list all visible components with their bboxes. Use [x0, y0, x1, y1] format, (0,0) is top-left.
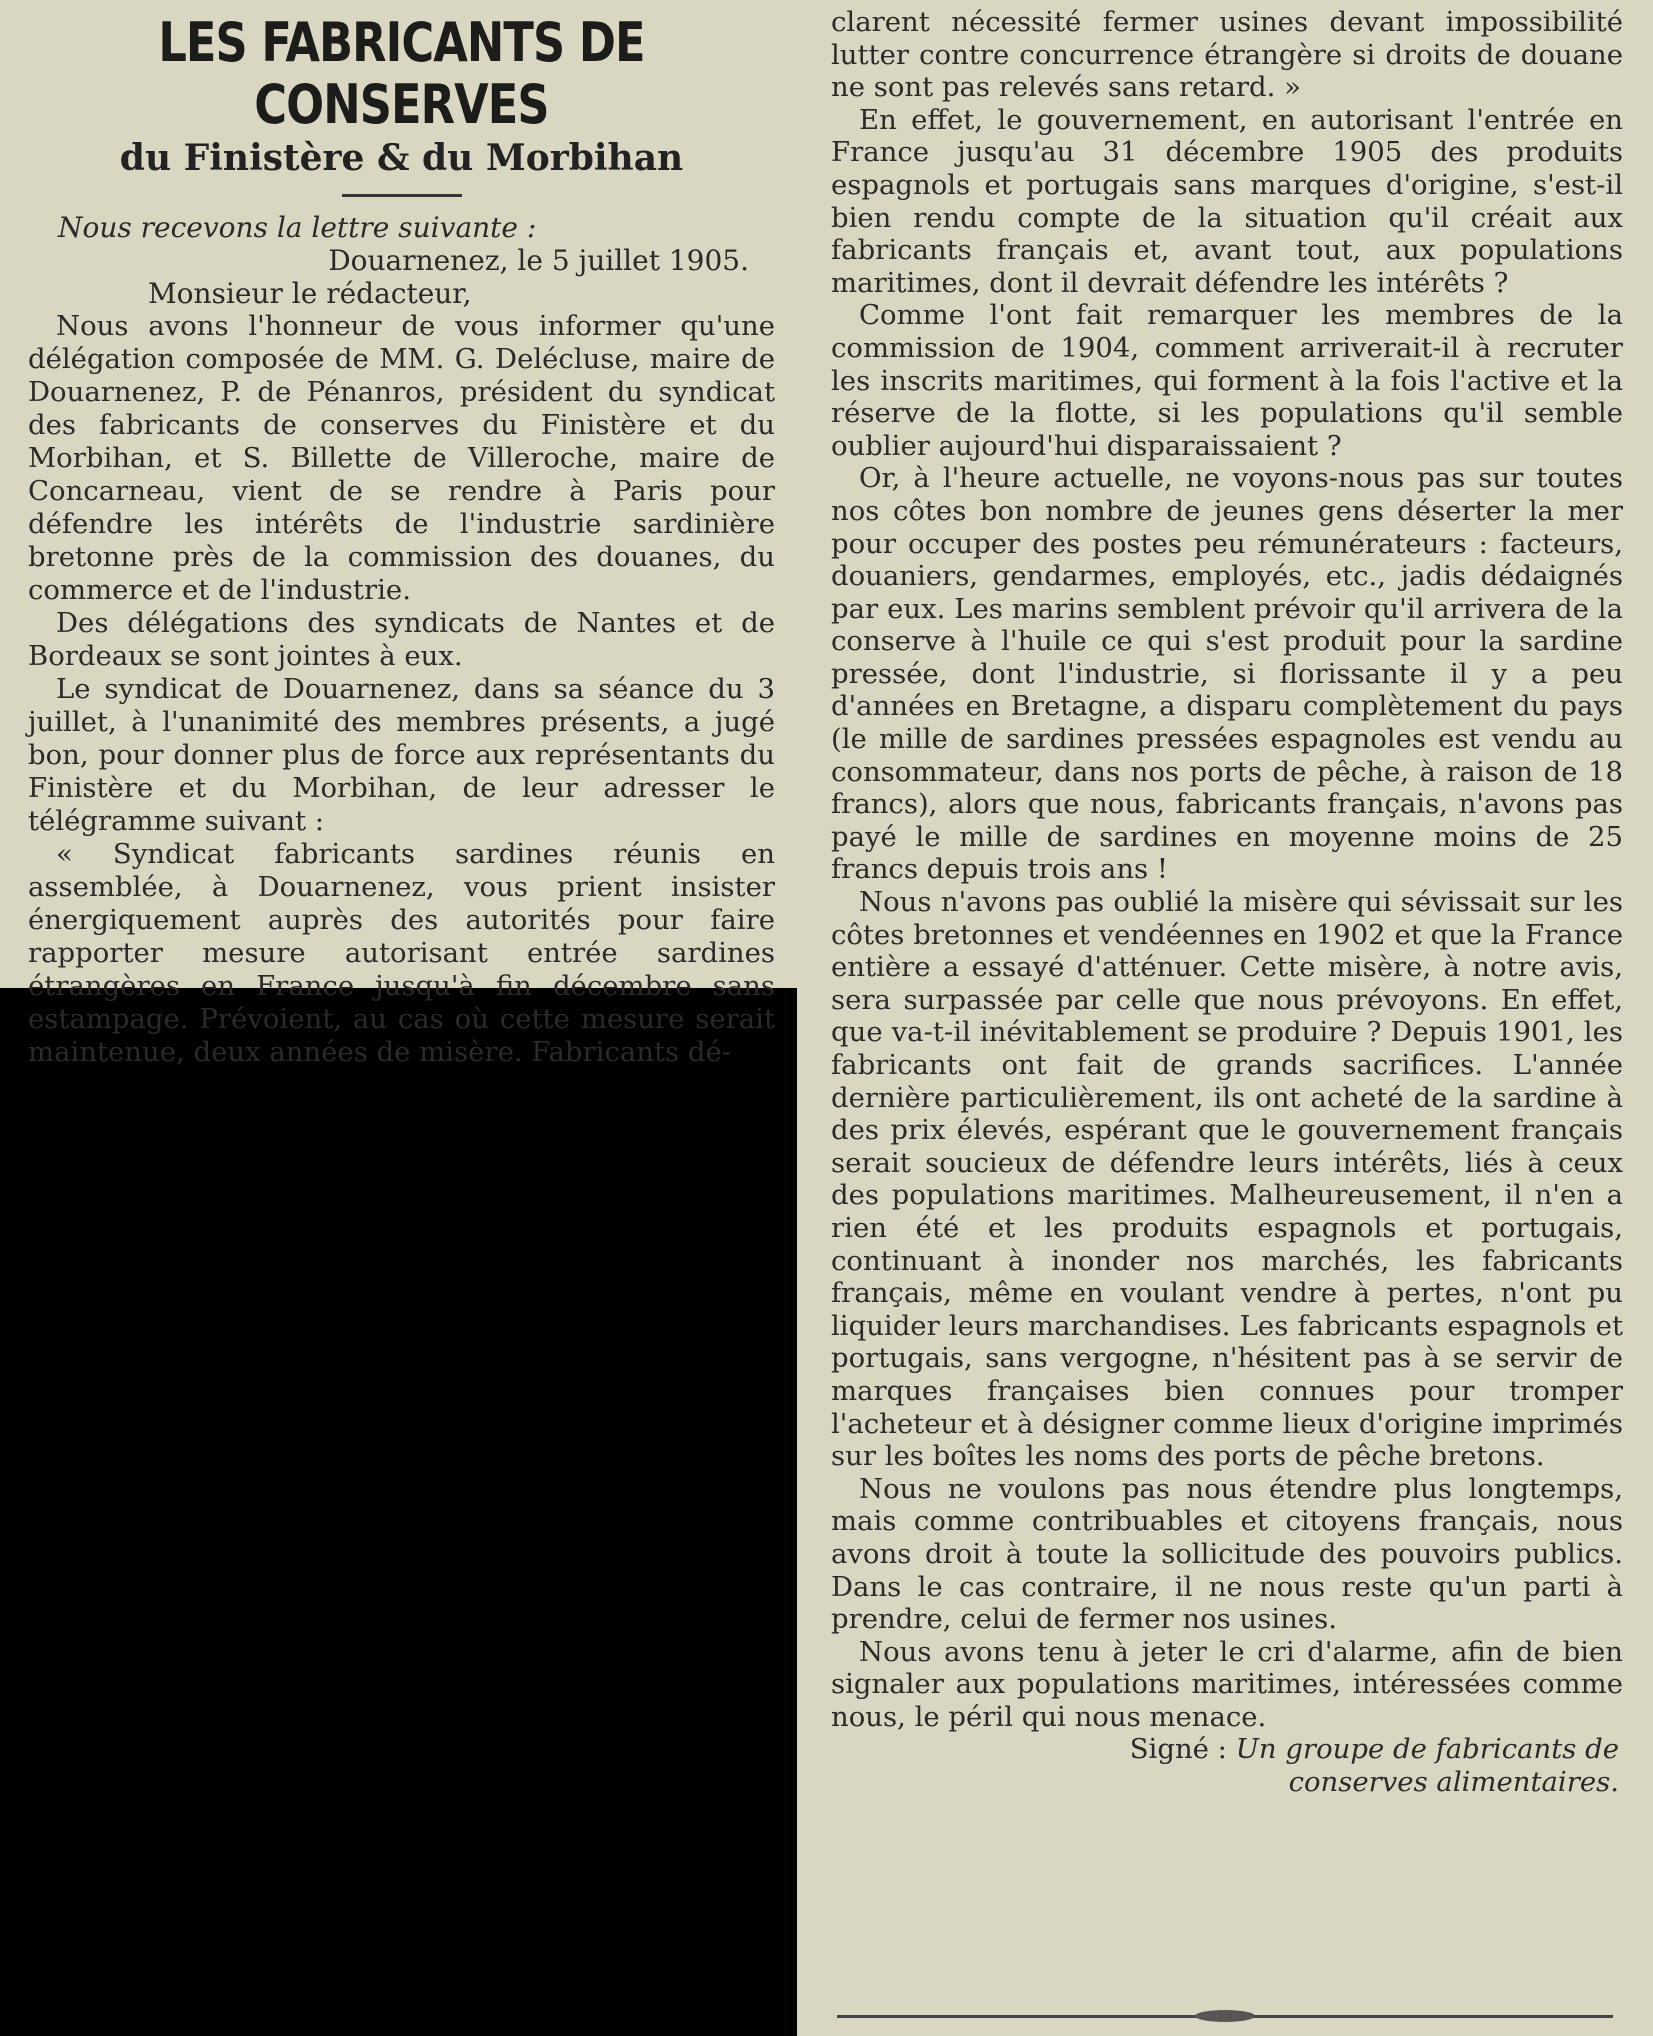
- telegram-paragraph: « Syndicat fabricants sardines réunis en assemblée, à Douarnenez, vous prient insister énergiquement auprès des autorités pour faire rapporter mesure autorisant entrée sardines étrangères en France jusqu'à fin décembre sans estampage. Prévoient, au cas où cette mesure serait maintenue, deux années de misère. Fabricants dé-: [28, 838, 775, 1068]
- paragraph: Or, à l'heure actuelle, ne voyons-nous pas sur toutes nos côtes bon nombre de jeunes gens déserter la mer pour occuper des postes peu rémunérateurs : facteurs, douaniers, gendarmes, employés, etc., jadis dédaignés par eux. Les marins semblent prévoir qu'il arrivera de la conserve à l'huile ce qui s'est produit pour la sardine pressée, dont l'industrie, si florissante il y a peu d'années en Bretagne, a disparu complètement du pays (le mille de sardines pressées espagnoles est vendu au consommateur, dans nos ports de pêche, à raison de 18 francs), alors que nous, fabricants français, n'avons pas payé le mille de sardines en moyenne moins de 25 francs depuis trois ans !: [831, 462, 1623, 886]
- column-right: [797, 0, 1653, 2036]
- paragraph: Nous avons tenu à jeter le cri d'alarme, afin de bien signaler aux populations maritimes, intéressées comme nous, le péril qui nous menace.: [831, 1635, 1623, 1733]
- signature-line-2: conserves alimentaires.: [1288, 1765, 1619, 1798]
- subheadline: du Finistère & du Morbihan: [119, 137, 684, 179]
- paragraph: Nous avons l'honneur de vous informer qu'une délégation composée de MM. G. Delécluse, maire de Douarnenez, P. de Pénanros, président du syndicat des fabricants de conserves du Finistère et du Morbihan, et S. Billette de Villeroche, maire de Concarneau, vient de se rendre à Paris pour défendre les intérêts de l'industrie sardinière bretonne près de la commission des douanes, du commerce et de l'industrie.: [28, 310, 775, 606]
- paragraph: Des délégations des syndicats de Nantes et de Bordeaux se sont jointes à eux.: [28, 607, 775, 672]
- end-rule: [837, 2015, 1613, 2018]
- signature: [831, 1733, 1619, 1798]
- salutation: Monsieur le rédacteur,: [148, 277, 472, 310]
- paragraph: Nous n'avons pas oublié la misère qui sévissait sur les côtes bretonnes et vendéennes en 1902 et que la France entière a essayé d'atténuer. Cette misère, à notre avis, sera surpassée par celle que nous prévoyons. En effet, que va-t-il inévitablement se produire ? Depuis 1901, les fabricants ont fait de grands sacrifices. L'année dernière particulièrement, ils ont acheté de la sardine à des prix élevés, espérant que le gouvernement français serait soucieux de défendre leurs intérêts, liés à ceux des populations maritimes. Malheureusement, il n'en a rien été et les produits espagnols et portugais, continuant à inonder nos marchés, les fabricants français, même en voulant vendre à pertes, n'ont pu liquider leurs marchandises. Les fabricants espagnols et portugais, sans vergogne, n'hésitent pas à se servir de marques françaises bien connues pour tromper l'acheteur et à désigner comme lieux d'origine imprimés sur les boîtes les noms des ports de pêche bretons.: [831, 886, 1623, 1473]
- signature-label: Signé :: [1129, 1733, 1227, 1766]
- column-left: [0, 0, 797, 1068]
- signature-line-1: Un groupe de fabricants de: [1235, 1733, 1619, 1766]
- paragraph: Le syndicat de Douarnenez, dans sa séance du 3 juillet, à l'unanimité des membres présents, a jugé bon, pour donner plus de force aux représentants du Finistère et du Morbihan, de leur adresser le télégramme suivant :: [28, 673, 775, 837]
- headline: LES FABRICANTS DE CONSERVES: [158, 11, 645, 136]
- paragraph: clarent nécessité fermer usines devant impossibilité lutter contre concurrence étrangère si droits de douane ne sont pas relevés sans retard. »: [831, 6, 1623, 104]
- paragraph: Comme l'ont fait remarquer les membres de la commission de 1904, comment arriverait-il à recruter les inscrits maritimes, qui forment à la fois l'active et la réserve de la flotte, si les populations qu'il semble oublier aujourd'hui disparaissaient ?: [831, 299, 1623, 462]
- paragraph: En effet, le gouvernement, en autorisant l'entrée en France jusqu'au 31 décembre 1905 des produits espagnols et portugais sans marques d'origine, s'est-il bien rendu compte de la situation qu'il créait aux fabricants français et, avant tout, aux populations maritimes, dont il devrait défendre les intérêts ?: [831, 103, 1623, 299]
- paragraph: Nous ne voulons pas nous étendre plus longtemps, mais comme contribuables et citoyens français, nous avons droit à toute la sollicitude des pouvoirs publics. Dans le cas contraire, il ne nous reste qu'un parti à prendre, celui de fermer nos usines.: [831, 1472, 1623, 1636]
- title-divider: [342, 194, 462, 197]
- dateline: Douarnenez, le 5 juillet 1905.: [328, 244, 749, 277]
- intro-line: Nous recevons la lettre suivante :: [58, 211, 537, 244]
